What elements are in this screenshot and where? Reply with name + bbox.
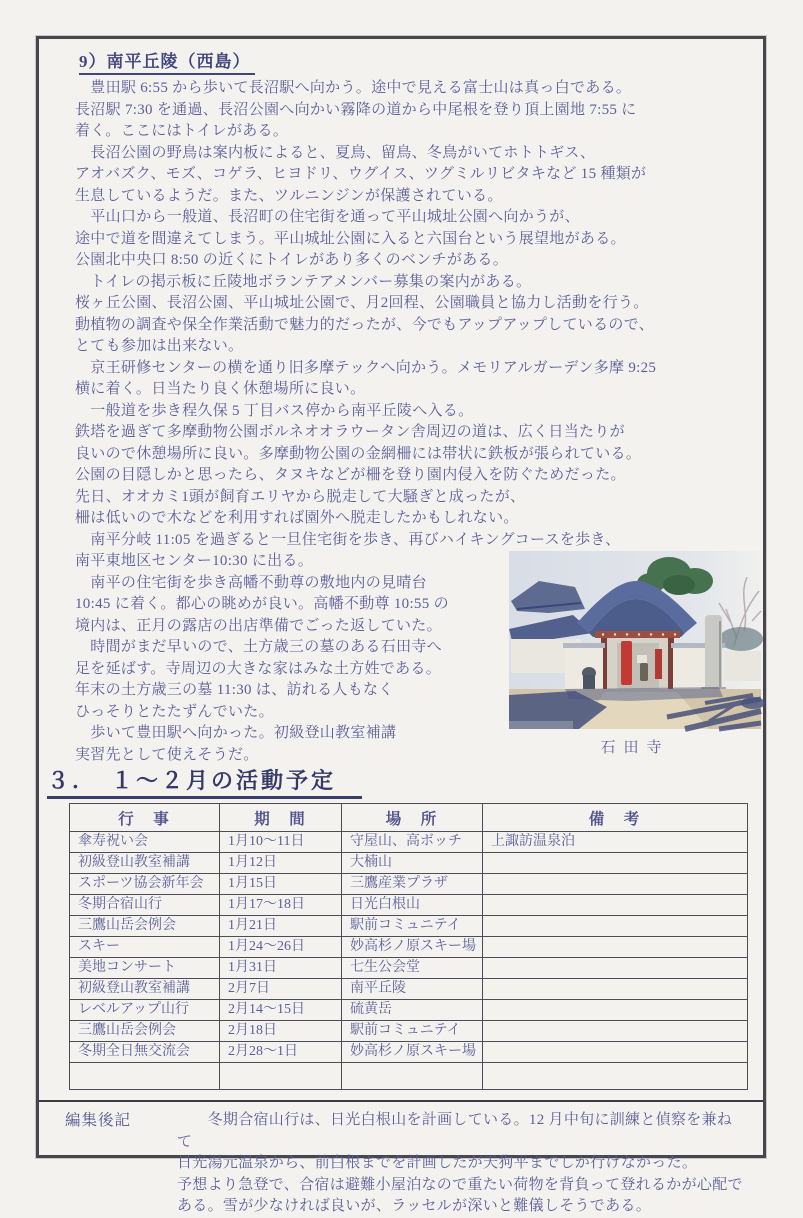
- table-header-row: [70, 804, 748, 832]
- postscript-body: [177, 1110, 747, 1218]
- period-cell: 1月31日: [220, 958, 342, 979]
- distant-foliage: [719, 627, 763, 651]
- table-row: [70, 979, 748, 1000]
- place-cell: 南平丘陵: [342, 979, 483, 1000]
- page-content: [39, 39, 763, 1218]
- period-cell: 1月17～18日: [220, 895, 342, 916]
- postscript-label: 編集後記: [65, 1112, 132, 1129]
- event-cell: 冬期全日無交流会: [70, 1042, 220, 1063]
- body-text-line: 歩いて豊田駅へ向かった。初級登山教室補講: [75, 725, 397, 741]
- temple-photo: [509, 551, 761, 729]
- event-cell: 初級登山教室補講: [70, 979, 220, 1000]
- section3-title: ３． １～２月の活動予定: [47, 768, 362, 799]
- place-cell: 駅前コミュニテイ: [342, 1021, 483, 1042]
- event-cell: 初級登山教室補講: [70, 853, 220, 874]
- event-cell: 美地コンサート: [70, 958, 220, 979]
- body-text-line: 途中で道を間違えてしまう。平山城址公園に入ると六国台という展望地がある。: [75, 230, 626, 247]
- body-text-line: 実習先として使えそうだ。: [75, 746, 259, 763]
- place-cell: 日光白根山: [342, 895, 483, 916]
- event-cell: スポーツ協会新年会: [70, 874, 220, 895]
- table-row: [70, 853, 748, 874]
- body-text-line: 豊田駅 6:55 から歩いて長沼駅へ向かう。途中で見える富士山は真っ白である。: [75, 80, 632, 96]
- postscript-line: 予想より急登で、合宿は避難小屋泊なので重たい荷物を背負って登れるかが心配で: [177, 1176, 743, 1193]
- note-cell: [483, 958, 748, 979]
- body-text-line: 南平分岐 11:05 を過ぎると一旦住宅街を歩き、再びハイキングコースを歩き、: [75, 531, 621, 548]
- table-row: [70, 874, 748, 895]
- table-row: [70, 895, 748, 916]
- body-text-line: 時間がまだ早いので、土方歳三の墓のある石田寺へ: [75, 639, 442, 655]
- body-text-line: 足を延ばす。寺周辺の大きな家はみな土方姓である。: [75, 660, 442, 677]
- event-cell: スキー: [70, 937, 220, 958]
- body-text-line: とても参加は出来ない。: [75, 338, 244, 354]
- place-cell: 妙高杉ノ原スキー場: [342, 937, 483, 958]
- period-cell: 1月15日: [220, 874, 342, 895]
- table-header-event: 行 事: [70, 804, 220, 832]
- period-cell: 1月21日: [220, 916, 342, 937]
- place-cell: 硫黄岳: [342, 1000, 483, 1021]
- event-cell: レベルアップ山行: [70, 1000, 220, 1021]
- note-cell: 上諏訪温泉泊: [483, 832, 748, 853]
- place-cell: 七生公会堂: [342, 958, 483, 979]
- body-text-line: 南平東地区センター10:30 に出る。: [75, 553, 314, 569]
- place-cell: 守屋山、高ボッチ: [342, 832, 483, 853]
- table-row: [70, 958, 748, 979]
- period-cell: 1月12日: [220, 853, 342, 874]
- body-text-line: 10:45 に着く。都心の眺めが良い。高幡不動尊 10:55 の: [75, 596, 449, 612]
- activity-table: [69, 803, 748, 1090]
- body-text-line: アオバズク、モズ、コゲラ、ヒヨドリ、ウグイス、ツグミルリビタキなど 15 種類が: [75, 166, 647, 182]
- body-text-line: 公園北中央口 8:50 の近くにトイレがあり多くのベンチがある。: [75, 252, 509, 268]
- place-cell: 妙高杉ノ原スキー場: [342, 1042, 483, 1063]
- activity-table-body: [70, 832, 748, 1063]
- body-text-line: 着く。ここにはトイレがある。: [75, 123, 289, 139]
- table-row: [70, 937, 748, 958]
- section9-title: 9）南平丘陵（西島）: [79, 47, 255, 75]
- body-text-line: 一般道を歩き程久保 5 丁目バス停から南平丘陵へ入る。: [75, 402, 474, 419]
- photo-caption: 石田寺: [600, 740, 670, 756]
- table-header-note: 備 考: [483, 804, 748, 832]
- body-text-line: ひっそりとたたずんでいた。: [75, 703, 274, 720]
- body-text-line: 公園の目隠しかと思ったら、タヌキなどが柵を登り園内侵入を防ぐためだった。: [75, 467, 626, 483]
- table-row: [70, 832, 748, 853]
- body-text-line: 年末の土方歳三の墓 11:30 は、訪れる人もなく: [75, 682, 394, 698]
- table-spacer-row: [70, 1063, 748, 1090]
- table-row: [70, 916, 748, 937]
- body-text-line: 横に着く。日当たり良く休憩場所に良い。: [75, 381, 366, 397]
- event-cell: 冬期合宿山行: [70, 895, 220, 916]
- postscript-line: 日光湯元温泉から、前白根までを計画したが天狗平までしか行けなかった。: [177, 1155, 698, 1171]
- body-text-line: 良いので休憩場所に良い。多摩動物公園の金網柵には帯状に鉄板が張られている。: [75, 445, 642, 462]
- period-cell: 2月18日: [220, 1021, 342, 1042]
- table-row: [70, 1000, 748, 1021]
- body-text-line: 鉄塔を過ぎて多摩動物公園ボルネオオラウータン舎周辺の道は、広く日当たりが: [75, 424, 625, 440]
- period-cell: 2月28～1日: [220, 1042, 342, 1063]
- place-cell: 大楠山: [342, 853, 483, 874]
- section9-body: [75, 78, 747, 551]
- body-text-line: 京王研修センターの横を通り旧多摩テックへ向かう。メモリアルガーデン多摩 9:25: [75, 359, 657, 376]
- postscript-section: [65, 1110, 747, 1218]
- period-cell: 1月10～11日: [220, 832, 342, 853]
- body-text-line: 先日、オオカミ1頭が飼育エリヤから脱走して大騒ぎと成ったが、: [75, 488, 526, 505]
- body-text-line: トイレの掲示板に丘陵地ボランテアメンバー募集の案内がある。: [75, 273, 532, 290]
- note-cell: [483, 895, 748, 916]
- note-cell: [483, 1021, 748, 1042]
- body-text-line: 柵は低いので木などを利用すれば園外へ脱走したかもしれない。: [75, 510, 519, 526]
- place-cell: 三鷹産業プラザ: [342, 874, 483, 895]
- section-divider: [39, 1100, 763, 1102]
- body-text-line: 長沼駅 7:30 を通過、長沼公園へ向かい霧降の道から中尾根を登り頂上園地 7:55 に: [75, 101, 637, 118]
- period-cell: 2月7日: [220, 979, 342, 1000]
- place-cell: 駅前コミュニテイ: [342, 916, 483, 937]
- page-frame: [36, 36, 766, 1214]
- body-text-line: 生息しているようだ。また、ツルニンジンが保護されている。: [75, 187, 503, 204]
- postscript-line: 冬期合宿山行は、日光白根山を計画している。12 月中旬に訓練と偵察を兼ねて: [177, 1112, 733, 1150]
- period-cell: 2月14～15日: [220, 1000, 342, 1021]
- note-cell: [483, 916, 748, 937]
- table-header-period: 期 間: [220, 804, 342, 832]
- table-header-place: 場 所: [342, 804, 483, 832]
- note-cell: [483, 937, 748, 958]
- event-cell: 三鷹山岳会例会: [70, 1021, 220, 1042]
- body-text-line: 南平の住宅街を歩き高幡不動尊の敷地内の見晴台: [75, 574, 427, 591]
- event-cell: 三鷹山岳会例会: [70, 916, 220, 937]
- note-cell: [483, 979, 748, 1000]
- body-text-line: 長沼公園の野鳥は案内板によると、夏鳥、留鳥、冬鳥がいてホトトギス、: [75, 144, 596, 161]
- body-text-line: 桜ヶ丘公園、長沼公園、平山城址公園で、月2回程、公園職員と協力し活動を行う。: [75, 295, 649, 311]
- body-text-line: 境内は、正月の露店の出店準備でごった返していた。: [75, 617, 442, 634]
- note-cell: [483, 1000, 748, 1021]
- note-cell: [483, 874, 748, 895]
- table-row: [70, 1042, 748, 1063]
- period-cell: 1月24～26日: [220, 937, 342, 958]
- body-text-line: 平山口から一般道、長沼町の住宅街を通って平山城址公園へ向かうが、: [75, 209, 580, 225]
- table-row: [70, 1021, 748, 1042]
- body-text-line: 動植物の調査や保全作業活動で魅力的だったが、今でもアップアップしているので、: [75, 316, 655, 333]
- note-cell: [483, 853, 748, 874]
- event-cell: 傘寿祝い会: [70, 832, 220, 853]
- note-cell: [483, 1042, 748, 1063]
- temple-photo-figure: [509, 551, 761, 757]
- postscript-line: ある。雪が少なければ良いが、ラッセルが深いと難儀しそうである。: [177, 1198, 652, 1214]
